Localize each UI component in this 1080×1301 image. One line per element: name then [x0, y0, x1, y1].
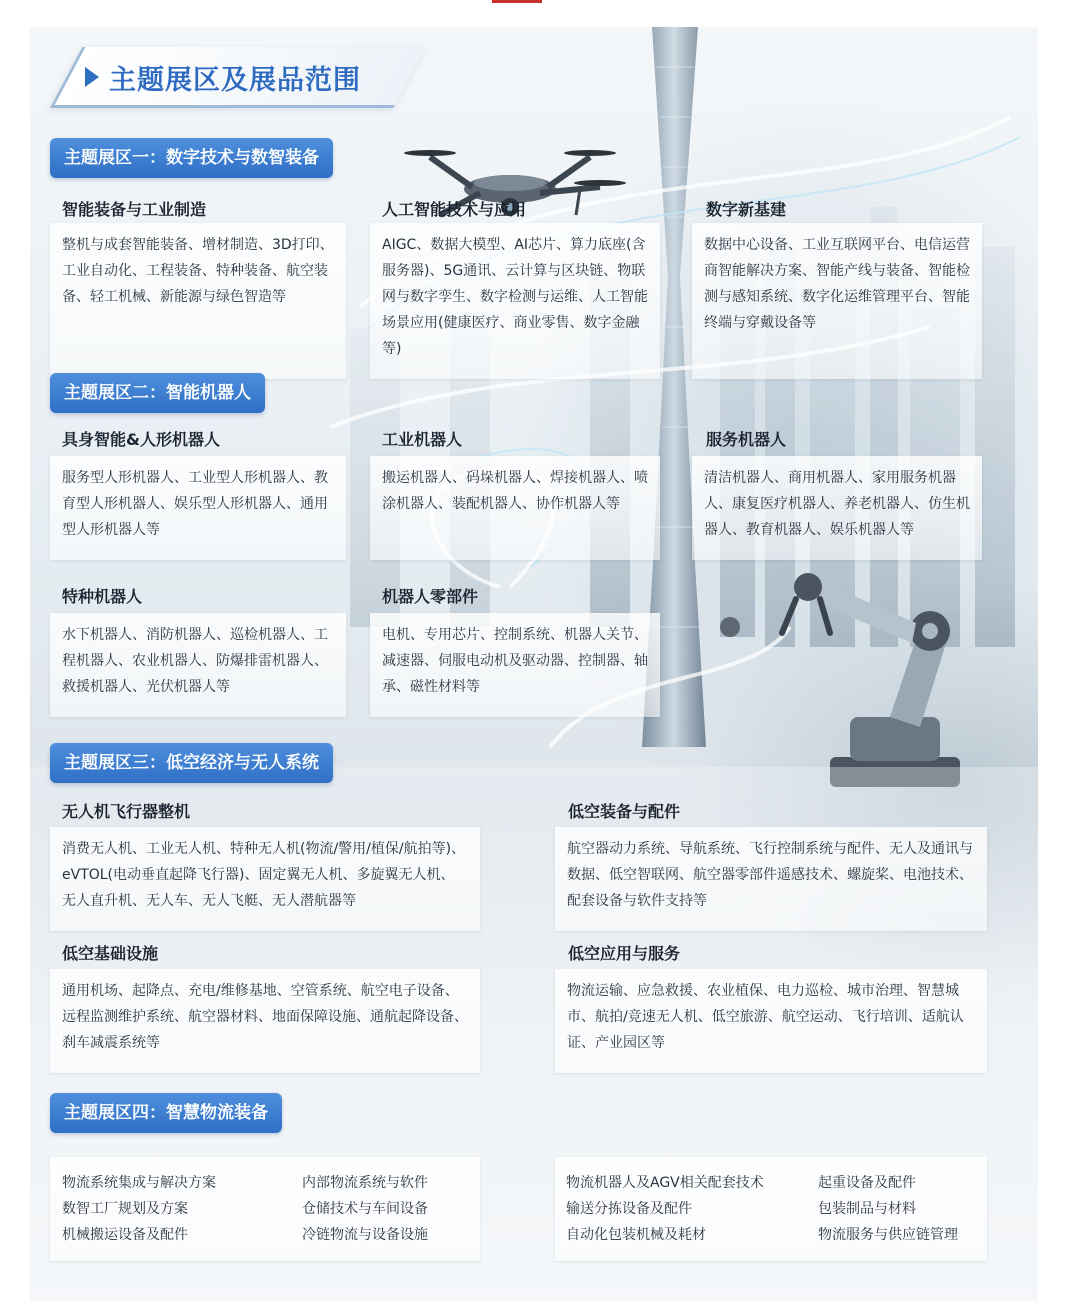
zone-tag-4: 主题展区四：智慧物流装备: [50, 1093, 282, 1133]
category-title: 无人机飞行器整机: [62, 802, 191, 821]
category-description: AIGC、数据大模型、AI芯片、算力底座(含服务器)、5G通讯、云计算与区块链、物联网与数字孪生、数字检测与运维、人工智能场景应用(健康医疗、商业零售、数字金融等): [370, 223, 660, 379]
zone-tag-3: 主题展区三：低空经济与无人系统: [50, 743, 333, 783]
logistics-column: [62, 1170, 216, 1248]
top-red-mark: [492, 0, 542, 3]
category-description: 服务型人形机器人、工业型人形机器人、教育型人形机器人、娱乐型人形机器人、通用型人形机器人等: [50, 456, 346, 560]
list-item: 数智工厂规划及方案: [62, 1201, 188, 1217]
category-title: 工业机器人: [382, 430, 463, 449]
category-title: 智能装备与工业制造: [62, 200, 207, 219]
category-description: 消费无人机、工业无人机、特种无人机(物流/警用/植保/航拍等)、eVTOL(电动垂直起降飞行器)、固定翼无人机、多旋翼无人机、无人直升机、无人车、无人飞艇、无人潜航器等: [50, 827, 480, 931]
category-title: 服务机器人: [706, 430, 787, 449]
list-item: 机械搬运设备及配件: [62, 1227, 188, 1243]
page-title-text: 主题展区及展品范围: [109, 64, 361, 96]
category-description: 航空器动力系统、导航系统、飞行控制系统与配件、无人及通讯与数据、低空智联网、航空器零部件遥感技术、螺旋桨、电池技术、配套设备与软件支持等: [555, 827, 987, 931]
category-description: 电机、专用芯片、控制系统、机器人关节、减速器、伺服电动机及驱动器、控制器、轴承、磁性材料等: [370, 613, 660, 717]
zone-tag-1: 主题展区一：数字技术与数智装备: [50, 138, 333, 178]
play-icon: [85, 67, 99, 87]
category-description: 数据中心设备、工业互联网平台、电信运营商智能解决方案、智能产线与装备、智能检测与感知系统、数字化运维管理平台、智能终端与穿戴设备等: [692, 223, 982, 379]
list-item: 物流机器人及AGV相关配套技术: [566, 1175, 764, 1191]
category-description: 物流运输、应急救援、农业植保、电力巡检、城市治理、智慧城市、航拍/竞速无人机、低空旅游、航空运动、飞行培训、适航认证、产业园区等: [555, 969, 987, 1073]
logistics-column: [302, 1170, 428, 1248]
category-title: 低空基础设施: [62, 944, 159, 963]
category-description: 水下机器人、消防机器人、巡检机器人、工程机器人、农业机器人、防爆排雷机器人、救援机器人、光伏机器人等: [50, 613, 346, 717]
list-item: 物流系统集成与解决方案: [62, 1175, 216, 1191]
category-description: 清洁机器人、商用机器人、家用服务机器人、康复医疗机器人、养老机器人、仿生机器人、教育机器人、娱乐机器人等: [692, 456, 982, 560]
list-item: 输送分拣设备及配件: [566, 1201, 692, 1217]
category-title: 数字新基建: [706, 200, 787, 219]
list-item: 冷链物流与设备设施: [302, 1227, 428, 1243]
logistics-column: [818, 1170, 958, 1248]
list-item: 仓储技术与车间设备: [302, 1201, 428, 1217]
list-item: 自动化包装机械及耗材: [566, 1227, 706, 1243]
category-title: 低空装备与配件: [568, 802, 681, 821]
page-title: [85, 57, 361, 97]
list-item: 包装制品与材料: [818, 1201, 916, 1217]
category-description: 整机与成套智能装备、增材制造、3D打印、工业自动化、工程装备、特种装备、航空装备、轻工机械、新能源与绿色智造等: [50, 223, 346, 379]
list-item: 物流服务与供应链管理: [818, 1227, 958, 1243]
exhibition-page: [30, 27, 1038, 1301]
category-title: 低空应用与服务: [568, 944, 681, 963]
logistics-column: [566, 1170, 764, 1248]
list-item: 内部物流系统与软件: [302, 1175, 428, 1191]
category-description: 通用机场、起降点、充电/维修基地、空管系统、航空电子设备、远程监测维护系统、航空器材料、地面保障设施、通航起降设备、刹车减震系统等: [50, 969, 480, 1073]
category-title: 人工智能技术与应用: [382, 200, 527, 219]
category-title: 特种机器人: [62, 587, 143, 606]
category-title: 具身智能&人形机器人: [62, 430, 220, 449]
category-title: 机器人零部件: [382, 587, 479, 606]
list-item: 起重设备及配件: [818, 1175, 916, 1191]
category-description: 搬运机器人、码垛机器人、焊接机器人、喷涂机器人、装配机器人、协作机器人等: [370, 456, 660, 560]
zone-tag-2: 主题展区二：智能机器人: [50, 373, 265, 413]
